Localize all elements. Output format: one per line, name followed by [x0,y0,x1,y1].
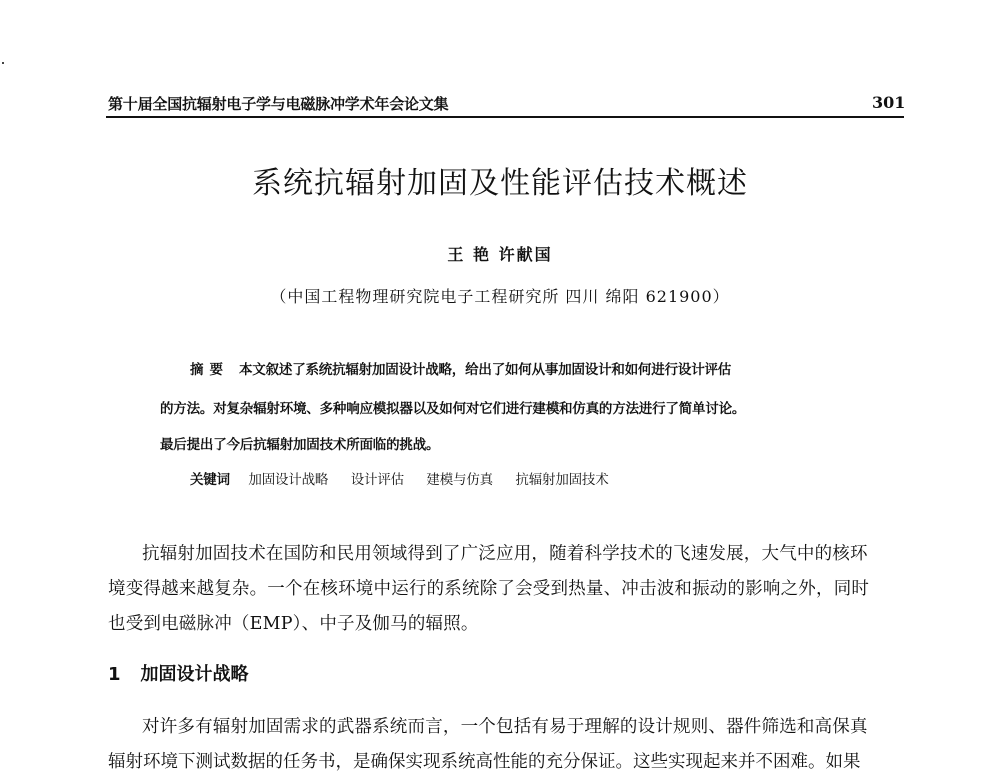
section-paragraph-line-1: 对许多有辐射加固需求的武器系统而言，一个包括有易于理解的设计规则、器件筛选和高保真 [142,717,868,737]
abstract-line-1 [190,358,731,378]
scan-speck [2,62,4,64]
keywords-label: 关键词 [190,472,230,488]
intro-line-3: 也受到电磁脉冲（EMP）、中子及伽马的辐照。 [108,614,479,634]
abstract-text: 本文叙述了系统抗辐射加固设计战略，给出了如何从事加固设计和如何进行设计评估 [239,362,732,378]
paper-authors: 王 艳 许献国 [447,245,553,264]
keywords-line [190,468,627,488]
keyword: 建模与仿真 [426,472,493,488]
abstract-label: 摘要 [190,362,229,378]
section-paragraph-line-2-partial: 辐射环境下测试数据的任务书，是确保实现系统高性能的充分保证。这些实现起来并不困难。如果 [108,752,861,772]
running-header: 第十届全国抗辐射电子学与电磁脉冲学术年会论文集 [108,95,449,113]
intro-line-1: 抗辐射加固技术在国防和民用领域得到了广泛应用，随着科学技术的飞速发展，大气中的核环 [142,544,868,564]
section-heading [108,660,249,686]
abstract-line-3: 最后提出了今后抗辐射加固技术所面临的挑战。 [160,437,440,453]
keyword: 抗辐射加固技术 [515,472,609,488]
intro-line-2: 境变得越来越复杂。一个在核环境中运行的系统除了会受到热量、冲击波和振动的影响之外，同时 [108,579,870,599]
keyword: 设计评估 [350,472,404,488]
page-number: 301 [872,93,906,112]
abstract-line-2: 的方法。对复杂辐射环境、多种响应模拟器以及如何对它们进行建模和仿真的方法进行了简单讨论。 [160,401,746,417]
header-rule [106,116,904,118]
section-title: 加固设计战略 [140,664,249,685]
section-number: 1 [108,664,121,685]
paper-affiliation: （中国工程物理研究院电子工程研究所 四川 绵阳 621900） [270,287,730,306]
paper-title: 系统抗辐射加固及性能评估技术概述 [252,166,748,201]
keyword: 加固设计战略 [248,472,329,488]
